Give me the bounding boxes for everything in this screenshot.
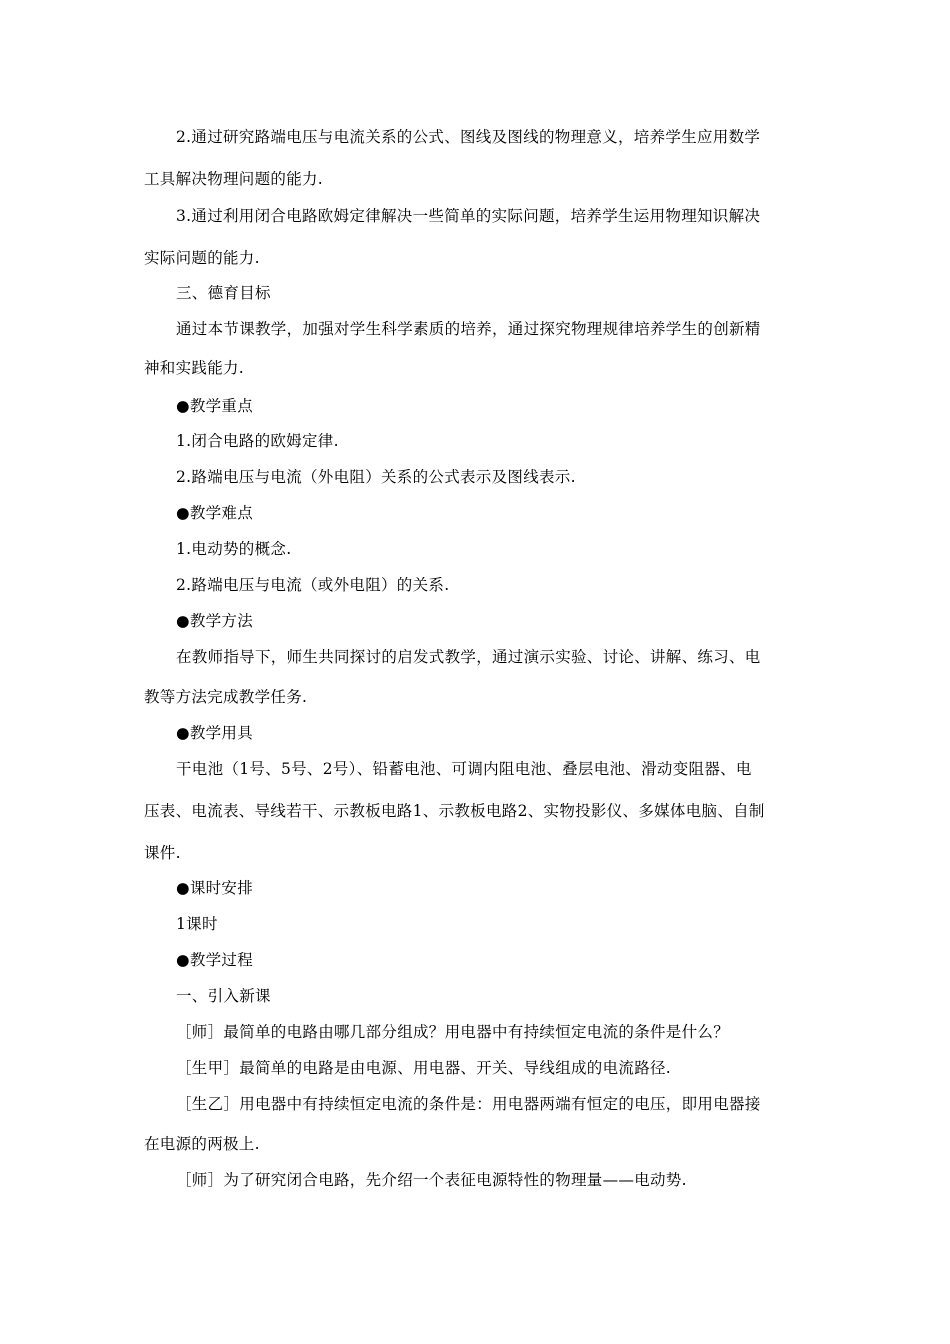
section-heading: ●教学过程	[176, 951, 254, 969]
list-item: 1.闭合电路的欧姆定律.	[176, 432, 339, 450]
paragraph-line: 神和实践能力.	[144, 359, 245, 377]
dialogue-line: ［师］为了研究闭合电路，先介绍一个表征电源特性的物理量——电动势.	[176, 1171, 687, 1189]
paragraph-line: 1课时	[176, 915, 218, 933]
section-heading: ●教学重点	[176, 397, 254, 415]
paragraph-line: 2.通过研究路端电压与电流关系的公式、图线及图线的物理意义，培养学生应用数学	[176, 128, 761, 146]
list-item: 2.路端电压与电流（外电阻）关系的公式表示及图线表示.	[176, 468, 576, 486]
dialogue-line: ［师］最简单的电路由哪几部分组成？用电器中有持续恒定电流的条件是什么？	[176, 1023, 730, 1041]
section-heading: 一、引入新课	[176, 987, 271, 1005]
dialogue-line: 在电源的两极上.	[144, 1135, 260, 1153]
paragraph-line: 3.通过利用闭合电路欧姆定律解决一些简单的实际问题，培养学生运用物理知识解决	[176, 207, 761, 225]
section-heading: ●教学难点	[176, 504, 254, 522]
dialogue-line: ［生乙］用电器中有持续恒定电流的条件是：用电器两端有恒定的电压，即用电器接	[176, 1095, 761, 1113]
paragraph-line: 课件.	[144, 844, 181, 862]
section-heading: ●教学方法	[176, 612, 254, 630]
paragraph-line: 压表、电流表、导线若干、示教板电路1、示教板电路2、实物投影仪、多媒体电脑、自制	[144, 802, 765, 820]
list-item: 1.电动势的概念.	[176, 540, 292, 558]
paragraph-line: 教等方法完成教学任务.	[144, 688, 308, 706]
section-heading: ●课时安排	[176, 879, 254, 897]
paragraph-line: 在教师指导下，师生共同探讨的启发式教学，通过演示实验、讨论、讲解、练习、电	[176, 648, 761, 666]
section-heading: 三、德育目标	[176, 284, 271, 302]
paragraph-line: 工具解决物理问题的能力.	[144, 170, 324, 188]
section-heading: ●教学用具	[176, 724, 254, 742]
list-item: 2.路端电压与电流（或外电阻）的关系.	[176, 576, 450, 594]
paragraph-line: 通过本节课教学，加强对学生科学素质的培养，通过探究物理规律培养学生的创新精	[176, 320, 761, 338]
dialogue-line: ［生甲］最简单的电路是由电源、用电器、开关、导线组成的电流路径.	[176, 1059, 672, 1077]
paragraph-line: 干电池（1号、5号、2号）、铅蓄电池、可调内阻电池、叠层电池、滑动变阻器、电	[176, 760, 752, 778]
paragraph-line: 实际问题的能力.	[144, 249, 260, 267]
